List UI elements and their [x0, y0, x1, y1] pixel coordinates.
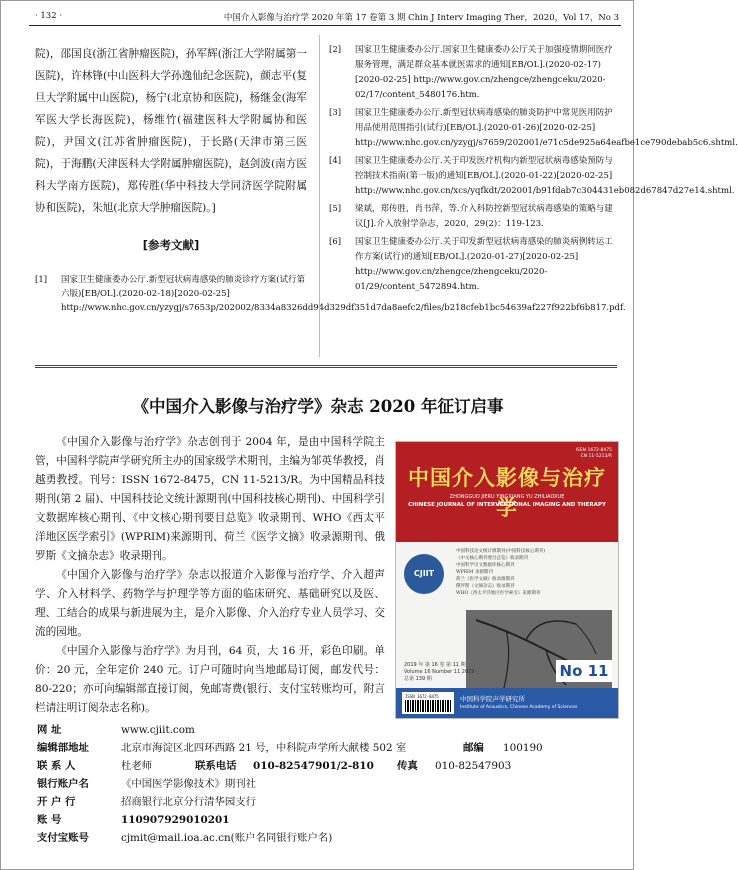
account-value: 110907929010201	[121, 814, 230, 826]
subscription-notice-body	[35, 433, 385, 718]
cover-pinyin: ZHONGGUO JIERU YINGXIANG YU ZHILIAOXUE	[449, 494, 565, 500]
reference-item	[329, 202, 619, 232]
contact-person-value: 杜老师	[121, 760, 153, 772]
contact-row-bank	[35, 793, 625, 811]
phone-value: 010-82547901/2-810	[253, 760, 374, 772]
notice-paragraph: 《中国介入影像与治疗学》杂志创刊于 2004 年，是由中国科学院主管，中国科学院声学研究所主办的国家级学术期刊，主编为邹英华教授，肖越勇教授。刊号：ISSN 1672-8475，CN 11-5213/R。为中国精品科技期刊(第 2 届)、中国科技论文统计源期刊(中国科技核心期刊)、中国科学引文数据库核心期刊、《中文核心期刊要目总览》收录期刊、WHO《西太平洋地区医学索引》(WPRIM)来源期刊、荷兰《医学文摘》收录源期刊、俄罗斯《文摘杂志》收录期刊。	[35, 436, 385, 562]
contact-info	[35, 721, 625, 847]
contact-row-address	[35, 739, 625, 757]
contact-row-person	[35, 757, 625, 775]
reference-number: [6]	[329, 237, 342, 247]
contact-row-bank-account-name	[35, 775, 625, 793]
reference-text: 国家卫生健康委办公厅.关于印发医疗机构内新型冠状病毒感染预防与控制技术指南(第一版)的通知[EB/OL].(2020-01-22)[2020-02-25] http://www.nhc.gov.cn/xcs/yqfkdt/202001/b91fdab7c304431eb082d67847d27e14.shtml.	[355, 156, 735, 196]
references-heading: [参考文献]	[142, 238, 200, 252]
bank-label: 开 户 行	[37, 796, 76, 808]
website-value[interactable]: www.cjiit.com	[121, 724, 195, 736]
references-left-column	[35, 273, 626, 319]
barcode-bars	[405, 700, 451, 712]
reference-item	[329, 235, 619, 295]
address-value: 北京市海淀区北四环西路 21 号，中科院声学所大献楼 502 室	[121, 742, 407, 754]
reference-item	[35, 273, 626, 315]
cover-index-line: 《中文核心期刊要目总览》收录期刊	[456, 556, 528, 561]
cover-english-title: CHINESE JOURNAL OF INTERVENTIONAL IMAGING AND THERAPY	[408, 502, 606, 508]
contact-row-alipay	[35, 829, 625, 847]
cover-vol-line: 2019 年 第 16 卷 第 11 期	[404, 662, 466, 668]
running-header	[29, 9, 621, 26]
notice-paragraph: 《中国介入影像与治疗学》为月刊，64 页，大 16 开，彩色印刷。单价：20 元，全年定价 240 元。订户可随时向当地邮局订阅，邮发代号：80-220；亦可向编辑部直接订阅，免邮寄费(银行、支付宝转账均可，附言栏请注明订阅杂志名称)。	[35, 645, 385, 714]
subscription-notice-title: 《中国介入影像与治疗学》杂志 2020 年征订启事	[132, 397, 504, 416]
cover-index-line: 中国科学引文数据库核心期刊	[456, 563, 515, 568]
cjiit-logo-icon: CJIIT	[404, 554, 444, 594]
section-separator	[35, 365, 617, 368]
column-divider	[319, 35, 320, 357]
fax-label: 传真	[397, 760, 418, 772]
alipay-value: cjmit@mail.ioa.ac.cn(账户名同银行账户名)	[121, 832, 333, 844]
contact-person-label: 联 系 人	[37, 760, 76, 772]
reference-number: [3]	[329, 108, 342, 118]
contact-row-website	[35, 721, 625, 739]
cover-index-line: WPRIM 来源期刊	[456, 570, 493, 575]
cover-volume-info	[404, 662, 475, 683]
bank-account-name-label: 银行账户名	[37, 778, 89, 790]
reference-number: [2]	[329, 45, 342, 55]
journal-cover-image	[395, 441, 619, 719]
address-label: 编辑部地址	[37, 742, 89, 754]
postcode-value: 100190	[503, 742, 543, 754]
cover-index-line: 荷兰《医学文摘》收录源期刊	[456, 577, 515, 582]
cover-index-list	[456, 548, 608, 597]
bank-value: 招商银行北京分行清华园支行	[121, 796, 257, 808]
fax-value: 010-82547903	[435, 760, 512, 772]
barcode-icon	[402, 692, 454, 714]
reference-item	[329, 154, 735, 199]
postcode-label: 邮编	[463, 742, 484, 754]
reference-number: [1]	[35, 275, 48, 285]
cover-issue-number: No 11	[556, 660, 612, 682]
reference-item	[329, 43, 619, 103]
account-label: 账 号	[37, 814, 62, 826]
bank-account-name-value: 《中国医学影像技术》期刊社	[121, 778, 257, 790]
cover-publisher: 中国科学院声学研究所	[460, 695, 525, 703]
reference-text: 国家卫生健康委办公厅.新型冠状病毒感染的肺炎诊疗方案(试行第六版)[EB/OL].(2020-02-18)[2020-02-25] http://www.nhc.gov.cn/yzygj/s7653p/202002/8334a8326dd94d329df351d7da8aefc2/files/b218cfeb1bc54639af227f922bf6b817.pdf.	[61, 275, 626, 313]
cover-index-line: 俄罗斯《文摘杂志》收录期刊	[456, 584, 515, 589]
cover-issn	[576, 448, 612, 460]
reference-number: [5]	[329, 204, 342, 214]
contact-row-account	[35, 811, 625, 829]
reference-text: 国家卫生健康委办公厅.新型冠状病毒感染的肺炎防护中常见医用防护用品使用范围指引(试行)[EB/OL].(2020-01-26)[2020-02-25] http://www.nhc.gov.cn/yzygj/s7659/202001/e71c5de925a64eafbe1ce790debab5c6.shtml.	[355, 108, 738, 148]
author-list-continuation: 院)，邵国良(浙江省肿瘤医院)，孙军辉(浙江大学附属第一医院)，许林锋(中山医科大学孙逸仙纪念医院)，颜志平(复旦大学附属中山医院)，杨宁(北京协和医院)，杨继金(海军军医大学长海医院)，杨维竹(福建医科大学附属协和医院)，尹国文(江苏省肿瘤医院)，于长路(天津市第三医院)，于海鹏(天津医科大学附属肿瘤医院)，赵剑波(南方医科大学南方医院)，郑传胜(华中科技大学同济医学院附属协和医院)，朱旭(北京大学肿瘤医院)。]	[35, 48, 307, 214]
notice-paragraph: 《中国介入影像与治疗学》杂志以报道介入影像与治疗学、介入超声学、介入材料学、药物学与护理学等方面的临床研究、基础研究以及医、理、工结合的成果与新进展为主，是介入影像、介入治疗专业人员学习、交流的园地。	[35, 569, 385, 638]
cover-cn-line: CN 11-5213/R	[580, 454, 612, 459]
cover-title: 中国介入影像与治疗学	[408, 465, 606, 520]
reference-number: [4]	[329, 156, 342, 166]
reference-text: 梁斌，郑传胜，肖书萍，等.介入科防控新型冠状病毒感染的策略与建议[J].介入放射学杂志，2020，29(2)：119-123.	[355, 204, 613, 229]
page-number: · 132 ·	[35, 11, 63, 21]
phone-label: 联系电话	[195, 760, 237, 772]
cover-index-line: WHO《西太平洋地区医学索引》来源期刊	[456, 591, 541, 596]
journal-citation-line: 中国介入影像与治疗学 2020 年第 17 卷第 3 期 Chin J Interv Imaging Ther，2020，Vol 17，No 3	[223, 13, 619, 23]
barcode-text: ISSN 1672-8475	[405, 694, 439, 699]
cover-vol-line: Volume 16 Number 11 2019	[404, 669, 475, 675]
cover-vol-line: 总第 139 期	[404, 676, 432, 682]
cover-issn-line: ISSN 1672-8475	[575, 448, 612, 453]
references-right-column	[329, 43, 738, 298]
cover-index-line: 中国科技论文统计源期刊(中国科技核心期刊)	[456, 549, 546, 554]
cover-publisher-en: Institute of Acoustics, Chinese Academy of Sciences	[460, 705, 578, 710]
alipay-label: 支付宝账号	[37, 832, 89, 844]
reference-text: 国家卫生健康委办公厅.国家卫生健康委办公厅关于加强疫情期间医疗服务管理，满足群众基本就医需求的通知[EB/OL].(2020-02-17)[2020-02-25] http://www.gov.cn/zhengce/zhengceku/2020-02/17/content_5480176.htm.	[355, 45, 613, 100]
reference-text: 国家卫生健康委办公厅.关于印发新型冠状病毒感染的肺炎病例转运工作方案(试行)的通知[EB/OL].(2020-01-27)[2020-02-25] http://www.gov.cn/zhengce/zhengceku/2020-01/29/content_5472894.htm.	[355, 237, 613, 292]
website-label: 网 址	[37, 724, 62, 736]
reference-item	[329, 106, 738, 151]
